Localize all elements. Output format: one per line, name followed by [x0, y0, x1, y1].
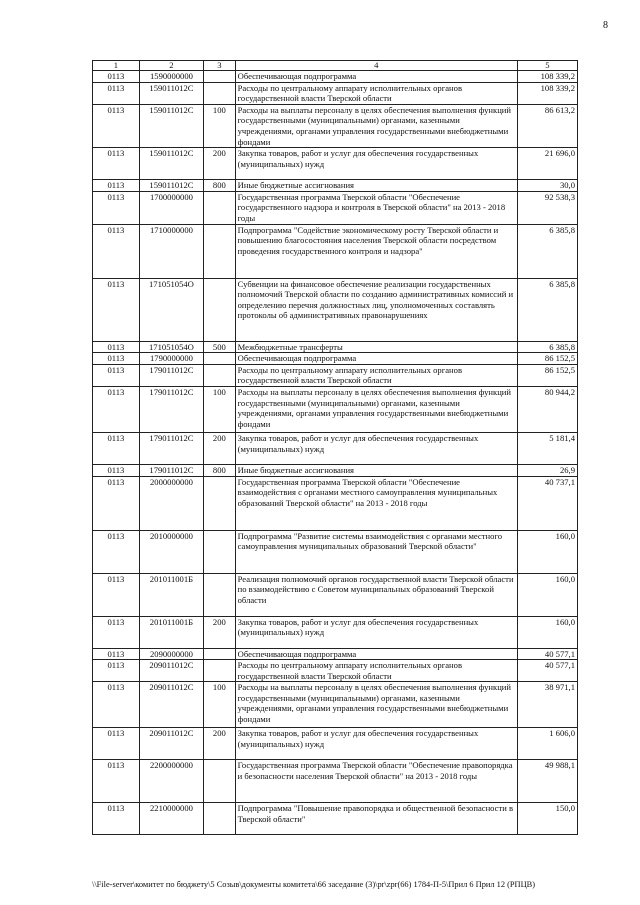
amount-cell: 160,0: [517, 530, 577, 573]
section-code-cell: 0113: [93, 224, 140, 278]
amount-cell: 26,9: [517, 464, 577, 476]
description-cell: Межбюджетные трансферты: [235, 341, 517, 353]
target-article-cell: 1710000000: [139, 224, 203, 278]
amount-cell: 160,0: [517, 616, 577, 648]
expense-type-cell: [204, 803, 236, 835]
expense-type-cell: 100: [204, 682, 236, 728]
table-row: [93, 341, 578, 353]
section-code-cell: 0113: [93, 278, 140, 341]
target-article-cell: 159011012С: [139, 180, 203, 192]
section-code-cell: 0113: [93, 476, 140, 530]
section-code-cell: 0113: [93, 760, 140, 803]
description-cell: Расходы по центральному аппарату исполнительных органов государственной власти Тверской области: [235, 82, 517, 104]
section-code-cell: 0113: [93, 386, 140, 432]
target-article-cell: 209011012С: [139, 682, 203, 728]
section-code-cell: 0113: [93, 364, 140, 386]
column-header-5: 5: [517, 61, 577, 71]
section-code-cell: 0113: [93, 803, 140, 835]
target-article-cell: 179011012С: [139, 364, 203, 386]
table-row: [93, 191, 578, 224]
amount-cell: 5 181,4: [517, 432, 577, 464]
budget-table: [92, 60, 578, 835]
amount-cell: 38 971,1: [517, 682, 577, 728]
table-row: [93, 180, 578, 192]
table-row: [93, 353, 578, 365]
table-body: [93, 71, 578, 835]
target-article-cell: 171051054О: [139, 278, 203, 341]
table-row: [93, 71, 578, 83]
description-cell: Закупка товаров, работ и услуг для обеспечения государственных (муниципальных) нужд: [235, 432, 517, 464]
description-cell: Расходы на выплаты персоналу в целях обеспечения выполнения функций государственными (муниципальными) органами, казенными учреждениями, органами управления государственными внебюджетными фондами: [235, 682, 517, 728]
amount-cell: 21 696,0: [517, 148, 577, 180]
target-article-cell: 2090000000: [139, 648, 203, 660]
table-row: [93, 660, 578, 682]
column-header-1: 1: [93, 61, 140, 71]
amount-cell: 40 577,1: [517, 660, 577, 682]
target-article-cell: 179011012С: [139, 432, 203, 464]
description-cell: Подпрограмма "Повышение правопорядка и общественной безопасности в Тверской области": [235, 803, 517, 835]
description-cell: Реализация полномочий органов государственной власти Тверской области по взаимодействию с Советом муниципальных образований Тверской области: [235, 573, 517, 616]
target-article-cell: 159011012С: [139, 104, 203, 147]
amount-cell: 92 538,3: [517, 191, 577, 224]
table-row: [93, 803, 578, 835]
expense-type-cell: [204, 760, 236, 803]
amount-cell: 49 988,1: [517, 760, 577, 803]
target-article-cell: 159011012С: [139, 148, 203, 180]
table-row: [93, 728, 578, 760]
amount-cell: 160,0: [517, 573, 577, 616]
section-code-cell: 0113: [93, 660, 140, 682]
target-article-cell: 209011012С: [139, 660, 203, 682]
amount-cell: 86 613,2: [517, 104, 577, 147]
expense-type-cell: [204, 191, 236, 224]
expense-type-cell: [204, 353, 236, 365]
target-article-cell: 2000000000: [139, 476, 203, 530]
amount-cell: 108 339,2: [517, 82, 577, 104]
description-cell: Обеспечивающая подпрограмма: [235, 648, 517, 660]
description-cell: Закупка товаров, работ и услуг для обеспечения государственных (муниципальных) нужд: [235, 148, 517, 180]
description-cell: Иные бюджетные ассигнования: [235, 180, 517, 192]
table-row: [93, 278, 578, 341]
description-cell: Закупка товаров, работ и услуг для обеспечения государственных (муниципальных) нужд: [235, 728, 517, 760]
target-article-cell: 1700000000: [139, 191, 203, 224]
target-article-cell: 2010000000: [139, 530, 203, 573]
target-article-cell: 1590000000: [139, 71, 203, 83]
section-code-cell: 0113: [93, 616, 140, 648]
amount-cell: 108 339,2: [517, 71, 577, 83]
column-header-2: 2: [139, 61, 203, 71]
target-article-cell: 171051054О: [139, 341, 203, 353]
file-path-footer: \\File-server\комитет по бюджету\5 Созыв\документы комитета\66 заседание (3)\pr\zpr(66) 1784-П-5\Прил 6 Прил 12 (РПЦВ): [92, 880, 536, 889]
description-cell: Субвенции на финансовое обеспечение реализации государственных полномочий Тверской области по созданию административных комиссий и определению перечня должностных лиц, уполномоченных составлять протоколы об административных правонарушениях: [235, 278, 517, 341]
description-cell: Расходы на выплаты персоналу в целях обеспечения выполнения функций государственными (муниципальными) органами, казенными учреждениями, органами управления государственными внебюджетными фондами: [235, 386, 517, 432]
amount-cell: 1 606,0: [517, 728, 577, 760]
expense-type-cell: 200: [204, 728, 236, 760]
expense-type-cell: 100: [204, 386, 236, 432]
expense-type-cell: [204, 476, 236, 530]
expense-type-cell: 200: [204, 148, 236, 180]
target-article-cell: 159011012С: [139, 82, 203, 104]
amount-cell: 40 577,1: [517, 648, 577, 660]
section-code-cell: 0113: [93, 71, 140, 83]
amount-cell: 150,0: [517, 803, 577, 835]
description-cell: Подпрограмма "Развитие системы взаимодействия с органами местного самоуправления муниципальных образований Тверской области": [235, 530, 517, 573]
table-row: [93, 616, 578, 648]
table-header-row: [93, 61, 578, 71]
expense-type-cell: [204, 278, 236, 341]
section-code-cell: 0113: [93, 648, 140, 660]
target-article-cell: 2210000000: [139, 803, 203, 835]
expense-type-cell: 100: [204, 104, 236, 147]
description-cell: Подпрограмма "Содействие экономическому росту Тверской области и повышению благосостояния населения Тверской области посредством проведения государственного контроля и надзора": [235, 224, 517, 278]
expense-type-cell: [204, 573, 236, 616]
description-cell: Обеспечивающая подпрограмма: [235, 353, 517, 365]
section-code-cell: 0113: [93, 148, 140, 180]
amount-cell: 86 152,5: [517, 364, 577, 386]
column-header-4: 4: [235, 61, 517, 71]
table-row: [93, 104, 578, 147]
table-row: [93, 432, 578, 464]
target-article-cell: 209011012С: [139, 728, 203, 760]
target-article-cell: 179011012С: [139, 386, 203, 432]
target-article-cell: 2200000000: [139, 760, 203, 803]
section-code-cell: 0113: [93, 104, 140, 147]
description-cell: Расходы на выплаты персоналу в целях обеспечения выполнения функций государственными (муниципальными) органами, казенными учреждениями, органами управления государственными внебюджетными фондами: [235, 104, 517, 147]
section-code-cell: 0113: [93, 728, 140, 760]
expense-type-cell: [204, 530, 236, 573]
section-code-cell: 0113: [93, 180, 140, 192]
expense-type-cell: [204, 364, 236, 386]
amount-cell: 40 737,1: [517, 476, 577, 530]
table-row: [93, 682, 578, 728]
table-row: [93, 224, 578, 278]
description-cell: Обеспечивающая подпрограмма: [235, 71, 517, 83]
description-cell: Расходы по центральному аппарату исполнительных органов государственной власти Тверской области: [235, 660, 517, 682]
section-code-cell: 0113: [93, 464, 140, 476]
description-cell: Государственная программа Тверской области "Обеспечение государственного надзора и контроля в Тверской области" на 2013 - 2018 годы: [235, 191, 517, 224]
table-row: [93, 464, 578, 476]
table-row: [93, 386, 578, 432]
expense-type-cell: [204, 660, 236, 682]
expense-type-cell: [204, 224, 236, 278]
expense-type-cell: [204, 71, 236, 83]
expense-type-cell: 800: [204, 180, 236, 192]
table-row: [93, 530, 578, 573]
section-code-cell: 0113: [93, 353, 140, 365]
table-row: [93, 760, 578, 803]
amount-cell: 6 385,8: [517, 224, 577, 278]
target-article-cell: 201011001Б: [139, 573, 203, 616]
description-cell: Закупка товаров, работ и услуг для обеспечения государственных (муниципальных) нужд: [235, 616, 517, 648]
expense-type-cell: 800: [204, 464, 236, 476]
table-row: [93, 476, 578, 530]
section-code-cell: 0113: [93, 341, 140, 353]
page-number: 8: [603, 20, 608, 31]
amount-cell: 6 385,8: [517, 278, 577, 341]
table-row: [93, 648, 578, 660]
expense-type-cell: 200: [204, 432, 236, 464]
table-row: [93, 573, 578, 616]
description-cell: Иные бюджетные ассигнования: [235, 464, 517, 476]
target-article-cell: 201011001Б: [139, 616, 203, 648]
amount-cell: 86 152,5: [517, 353, 577, 365]
amount-cell: 6 385,8: [517, 341, 577, 353]
expense-type-cell: 200: [204, 616, 236, 648]
section-code-cell: 0113: [93, 573, 140, 616]
amount-cell: 80 944,2: [517, 386, 577, 432]
description-cell: Государственная программа Тверской области "Обеспечение взаимодействия с органами местного самоуправления муниципальных образований Тверской области" на 2013 - 2018 годы: [235, 476, 517, 530]
table-row: [93, 148, 578, 180]
target-article-cell: 179011012С: [139, 464, 203, 476]
expense-type-cell: 500: [204, 341, 236, 353]
expense-type-cell: [204, 82, 236, 104]
description-cell: Государственная программа Тверской области "Обеспечение правопорядка и безопасности населения Тверской области" на 2013 - 2018 годы: [235, 760, 517, 803]
section-code-cell: 0113: [93, 530, 140, 573]
section-code-cell: 0113: [93, 82, 140, 104]
table-row: [93, 364, 578, 386]
expense-type-cell: [204, 648, 236, 660]
amount-cell: 30,0: [517, 180, 577, 192]
section-code-cell: 0113: [93, 682, 140, 728]
table-row: [93, 82, 578, 104]
target-article-cell: 1790000000: [139, 353, 203, 365]
section-code-cell: 0113: [93, 432, 140, 464]
description-cell: Расходы по центральному аппарату исполнительных органов государственной власти Тверской области: [235, 364, 517, 386]
section-code-cell: 0113: [93, 191, 140, 224]
column-header-3: 3: [204, 61, 236, 71]
